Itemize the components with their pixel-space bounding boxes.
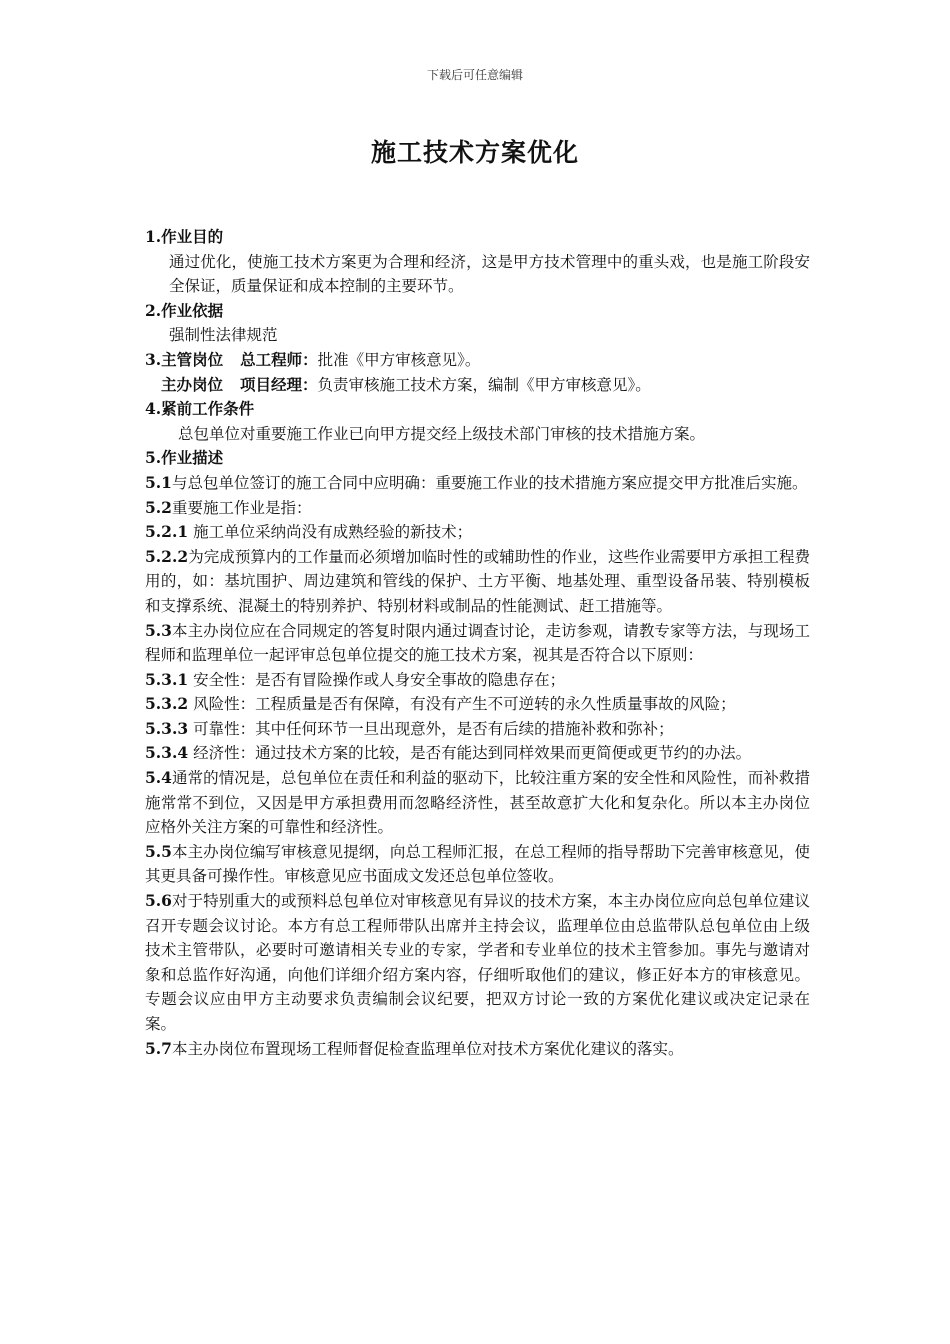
paragraph-number: 5.3.3 bbox=[145, 718, 189, 738]
paragraph-number: 5.3.4 bbox=[145, 743, 189, 763]
paragraph-text: 风险性：工程质量是否有保障，有没有产生不可逆转的永久性质量事故的风险； bbox=[188, 695, 736, 714]
document-title: 施工技术方案优化 bbox=[370, 138, 579, 167]
section-3-label: 3.主管岗位 bbox=[145, 349, 224, 369]
section-3-line-1 bbox=[145, 348, 810, 373]
paragraph-number: 5.6 bbox=[145, 891, 172, 911]
paragraph-text: 可靠性：其中任何环节一旦出现意外，是否有后续的措施补救和弥补； bbox=[188, 719, 674, 738]
paragraph-5-6 bbox=[145, 889, 810, 1037]
paragraph-text: 本主办岗位布置现场工程师督促检查监理单位对技术方案优化建议的落实。 bbox=[171, 1039, 684, 1058]
paragraph-text: 本主办岗位应在合同规定的答复时限内通过调查讨论，走访参观，请教专家等方法，与现场工程师和监理单位一起评审总包单位提交的施工技术方案，视其是否符合以下原则： bbox=[145, 621, 810, 665]
paragraph-number: 5.2.2 bbox=[145, 546, 189, 566]
section-1-heading: 1.作业目的 bbox=[145, 227, 224, 246]
paragraph-5-5 bbox=[145, 840, 810, 889]
section-3-role: 总工程师： bbox=[240, 349, 318, 369]
paragraph-number: 5.4 bbox=[145, 768, 172, 788]
paragraph-5-7 bbox=[145, 1037, 810, 1062]
section-4-body: 总包单位对重要施工作业已向甲方提交经上级技术部门审核的技术措施方案。 bbox=[178, 424, 706, 443]
section-1-body: 通过优化，使施工技术方案更为合理和经济，这是甲方技术管理中的重头戏，也是施工阶段安全保证，质量保证和成本控制的主要环节。 bbox=[169, 252, 810, 296]
paragraph-text: 安全性：是否有冒险操作或人身安全事故的隐患存在； bbox=[188, 670, 566, 689]
paragraph-number: 5.3.2 bbox=[145, 694, 189, 714]
paragraph-5-2 bbox=[145, 496, 810, 521]
paragraph-5-4 bbox=[145, 766, 810, 840]
paragraph-number: 5.5 bbox=[145, 841, 172, 861]
paragraph-text: 为完成预算内的工作量而必须增加临时性的或辅助性的作业，这些作业需要甲方承担工程费用的，如：基坑围护、周边建筑和管线的保护、土方平衡、地基处理、重型设备吊装、特别模板和支撑系统、混凝土的特别养护、特别材料或制品的性能测试、赶工措施等。 bbox=[145, 547, 810, 615]
paragraph-text: 通常的情况是，总包单位在责任和利益的驱动下，比较注重方案的安全性和风险性，而补救措施常常不到位，又因是甲方承担费用而忽略经济性，甚至故意扩大化和复杂化。所以本主办岗位应格外关注方案的可靠性和经济性。 bbox=[145, 769, 810, 837]
paragraph-5-2-2 bbox=[145, 545, 810, 619]
section-3-role-2: 项目经理： bbox=[239, 374, 318, 394]
section-3-text: 批准《甲方审核意见》。 bbox=[317, 350, 481, 369]
paragraph-5-3-1 bbox=[145, 668, 810, 693]
paragraph-text: 与总包单位签订的施工合同中应明确：重要施工作业的技术措施方案应提交甲方批准后实施。 bbox=[171, 473, 808, 492]
section-5-heading: 5.作业描述 bbox=[145, 448, 224, 468]
header-note: 下载后可任意编辑 bbox=[426, 68, 523, 82]
paragraph-number: 5.7 bbox=[145, 1038, 172, 1058]
section-3-text-2: 负责审核施工技术方案，编制《甲方审核意见》。 bbox=[317, 375, 651, 394]
paragraph-5-3-3 bbox=[145, 717, 810, 742]
paragraph-5-2-1 bbox=[145, 520, 810, 545]
paragraph-number: 5.3.1 bbox=[145, 669, 189, 689]
paragraph-number: 5.3 bbox=[145, 620, 172, 640]
section-2-heading: 2.作业依据 bbox=[145, 300, 224, 320]
paragraph-text: 对于特别重大的或预料总包单位对审核意见有异议的技术方案，本主办岗位应向总包单位建议召开专题会议讨论。本方有总工程师带队出席并主持会议，监理单位由总监带队总包单位由上级技术主管带队，必要时可邀请相关专业的专家，学者和专业单位的技术主管参加。事先与邀请对象和总监作好沟通，向他们详细介绍方案内容，仔细听取他们的建议，修正好本方的审核意见。专题会议应由甲方主动要求负责编制会议纪要，把双方讨论一致的方案优化建议或决定记录在案。 bbox=[145, 892, 810, 1033]
paragraph-5-3 bbox=[145, 619, 810, 668]
document-body bbox=[145, 225, 810, 1061]
paragraph-number: 5.2.1 bbox=[145, 522, 189, 542]
paragraph-5-1 bbox=[145, 471, 810, 496]
section-4-heading: 4.紧前工作条件 bbox=[145, 399, 255, 419]
section-2-body: 强制性法律规范 bbox=[169, 326, 278, 345]
paragraph-5-3-4 bbox=[145, 741, 810, 766]
paragraph-number: 5.1 bbox=[145, 472, 172, 492]
paragraph-text: 重要施工作业是指： bbox=[171, 498, 312, 517]
paragraph-5-3-2 bbox=[145, 692, 810, 717]
section-3-line-2 bbox=[145, 373, 810, 398]
paragraph-number: 5.2 bbox=[145, 497, 172, 517]
paragraph-text: 施工单位采纳尚没有成熟经验的新技术； bbox=[188, 523, 473, 542]
paragraph-text: 本主办岗位编写审核意见提纲，向总工程师汇报，在总工程师的指导帮助下完善审核意见，使其更具备可操作性。审核意见应书面成文发还总包单位签收。 bbox=[145, 842, 810, 886]
paragraph-text: 经济性：通过技术方案的比较，是否有能达到同样效果而更简便或更节约的办法。 bbox=[188, 744, 752, 763]
section-3-label-2: 主办岗位 bbox=[161, 374, 224, 394]
